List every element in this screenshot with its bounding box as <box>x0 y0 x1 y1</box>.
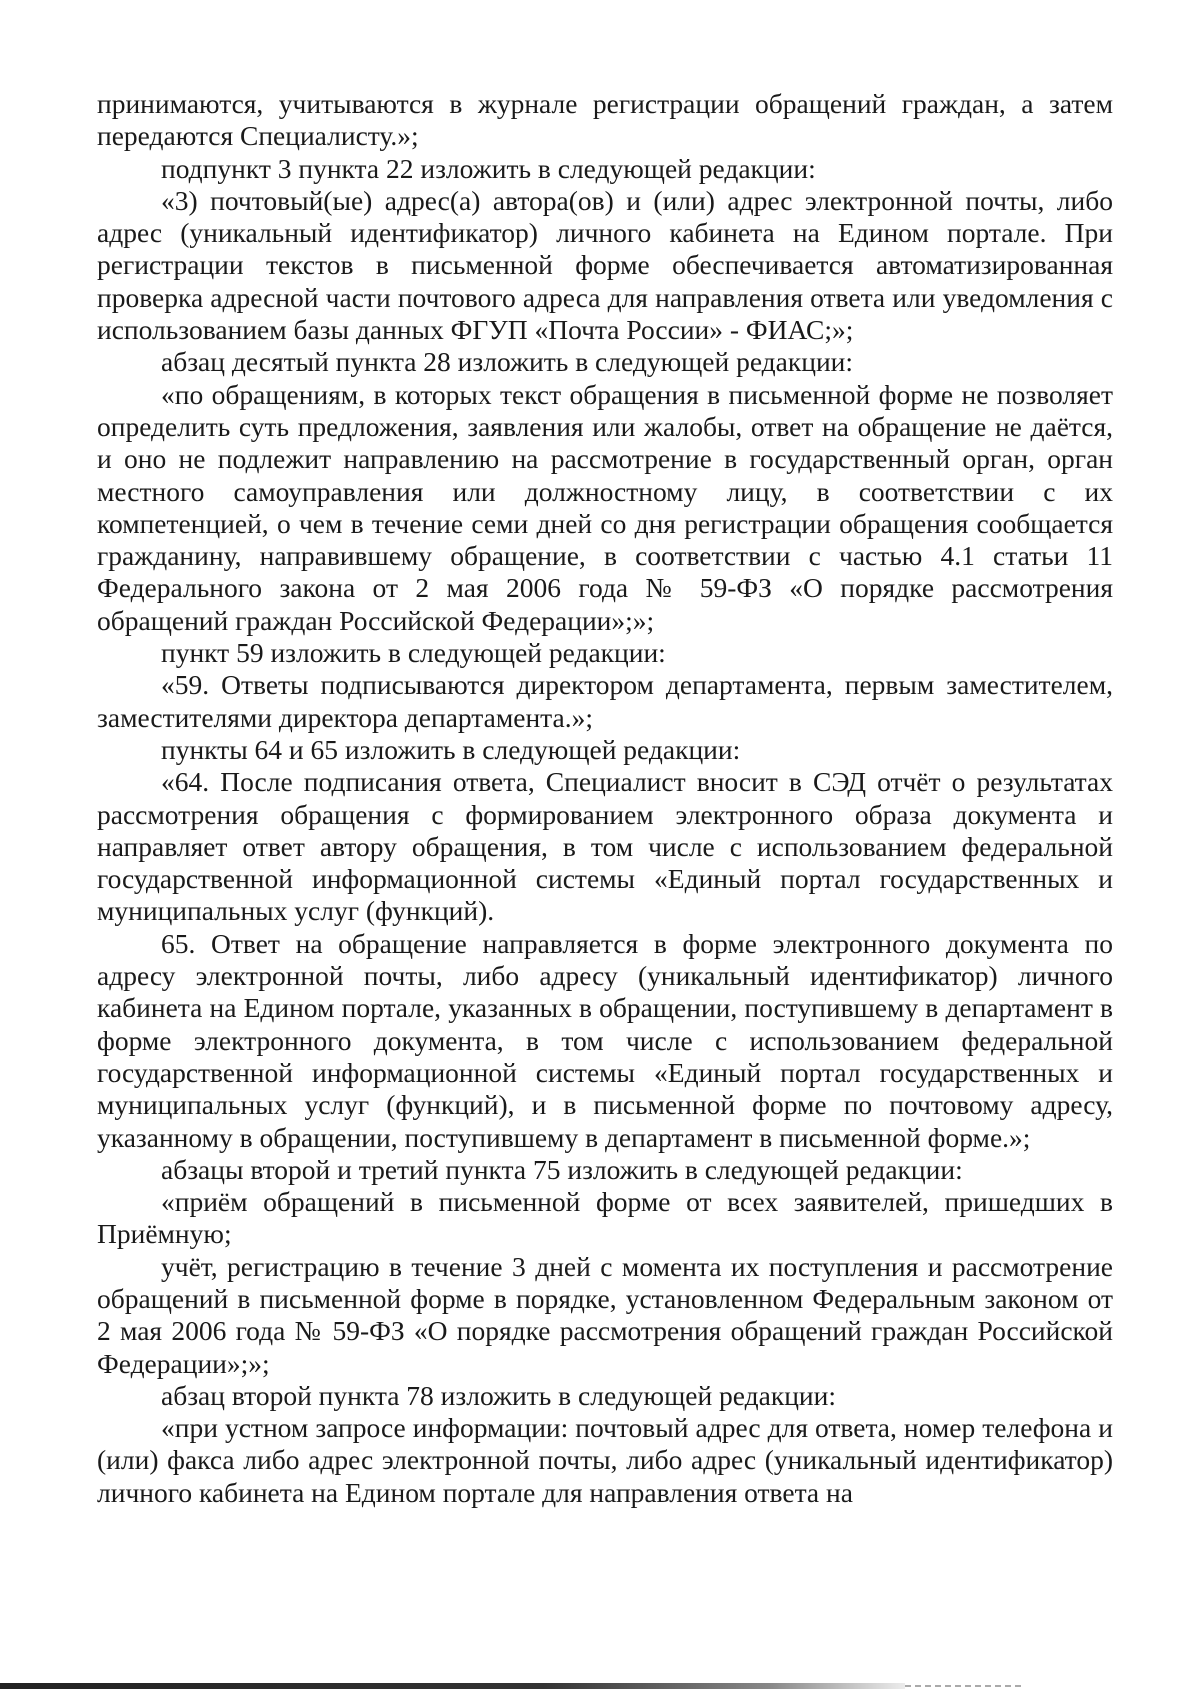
paragraph-subpoint-3: «3) почтовый(ые) адрес(а) автора(ов) и (или) адрес электронной почты, либо адрес (уникальный идентификатор) личного кабинета на Едином портале. При регистрации текстов в письменной форме обеспечивается автоматизированная проверка адресной части почтового адреса для направления ответа или уведомления с использованием базы данных ФГУП «Почта России» - ФИАС;»; <box>97 184 1113 346</box>
paragraph-amendment-intro-64-65: пункты 64 и 65 изложить в следующей редакции: <box>161 733 741 765</box>
paragraph-amendment-intro-22: подпункт 3 пункта 22 изложить в следующей редакции: <box>161 152 816 184</box>
paragraph-point-59-text: «59. Ответы подписываются директором департамента, первым заместителем, заместителями директора департамента.»; <box>97 669 1113 733</box>
paragraph-amendment-intro-28: абзац десятый пункта 28 изложить в следующей редакции: <box>161 346 854 378</box>
scan-edge-line <box>0 1683 905 1689</box>
paragraph-point-78-text: «при устном запросе информации: почтовый адрес для ответа, номер телефона и (или) факса либо адрес электронной почты, либо адрес (уникальный идентификатор) личного кабинета на Едином портале для направления ответа на <box>97 1412 1113 1508</box>
paragraph-point-28-text: «по обращениям, в которых текст обращения в письменной форме не позволяет определить суть предложения, заявления или жалобы, ответ на обращение не даётся, и оно не подлежит направлению на рассмотрение в государственный орган, орган местного самоуправления или должностному лицу, в соответствии с их компетенцией, о чем в течение семи дней со дня регистрации обращения сообщается гражданину, направившему обращение, в соответствии с частью 4.1 статьи 11 Федерального закона от 2 мая 2006 года № 59-ФЗ «О порядке рассмотрения обращений граждан Российской Федерации»;»; <box>97 378 1113 636</box>
paragraph-amendment-intro-78: абзац второй пункта 78 изложить в следующей редакции: <box>161 1379 836 1411</box>
paragraph-point-75-second: учёт, регистрацию в течение 3 дней с момента их поступления и рассмотрение обращений в письменной форме в порядке, установленном Федеральным законом от 2 мая 2006 года № 59-ФЗ «О порядке рассмотрения обращений граждан Российской Федерации»;»; <box>97 1250 1113 1379</box>
paragraph-point-75-first: «приём обращений в письменной форме от всех заявителей, пришедших в Приёмную; <box>97 1186 1113 1250</box>
paragraph-point-65-text: 65. Ответ на обращение направляется в форме электронного документа по адресу электронной почты, либо адресу (уникальный идентификатор) личного кабинета на Едином портале, указанных в обращении, поступившему в департамент в форме электронного документа, в том числе с использованием федеральной государственной информационной системы «Единый портал государственных и муниципальных услуг (функций), и в письменной форме по почтовому адресу, указанному в обращении, поступившему в департамент в письменной форме.»; <box>97 927 1113 1153</box>
paragraph-amendment-intro-59: пункт 59 изложить в следующей редакции: <box>161 637 666 669</box>
paragraph-point-64-text: «64. После подписания ответа, Специалист вносит в СЭД отчёт о результатах рассмотрения обращения с формированием электронного образа документа и направляет ответ автору обращения, в том числе с использованием федеральной государственной информационной системы «Единый портал государственных и муниципальных услуг (функций). <box>97 766 1113 927</box>
paragraph-continuation: принимаются, учитываются в журнале регистрации обращений граждан, а затем передаются Специалисту.»; <box>97 88 1113 152</box>
document-body <box>97 88 1113 1509</box>
paragraph-amendment-intro-75: абзацы второй и третий пункта 75 изложить в следующей редакции: <box>161 1153 963 1185</box>
scan-edge-line-fade <box>905 1685 1025 1687</box>
